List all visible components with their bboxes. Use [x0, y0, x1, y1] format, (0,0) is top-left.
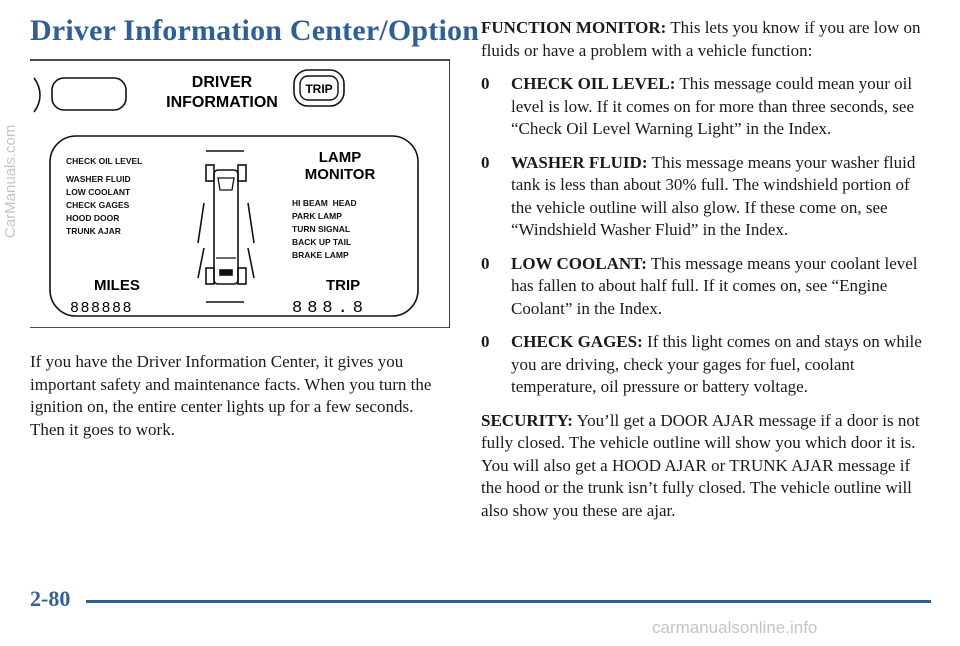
- lamp-monitor-label-2: MONITOR: [304, 166, 376, 183]
- lamp-hi-beam-head: HI BEAM HEAD: [292, 198, 357, 208]
- bullet-term: WASHER FLUID:: [511, 152, 648, 172]
- security-term: SECURITY:: [481, 410, 573, 430]
- message-hood-door: HOOD DOOR: [66, 213, 120, 223]
- bullet-term: LOW COOLANT:: [511, 253, 647, 273]
- bullet-text: This message could mean your oil level is low. If it comes on for more than three seconds, see “Check Oil Level Warning Light” in the Index.: [511, 74, 914, 138]
- miles-label: MILES: [94, 277, 140, 294]
- lamp-back-up-tail: BACK UP TAIL: [292, 237, 352, 247]
- bullet-text: This message means your washer fluid tank is less than about 30% full. The windshield portion of the vehicle outline will also glow. If these come on, see “Windshield Washer Fluid” in the Index.: [511, 152, 916, 239]
- function-monitor-intro: [481, 17, 931, 62]
- lamp-turn-signal: TURN SIGNAL: [292, 224, 351, 234]
- bullet-term: CHECK OIL LEVEL:: [511, 74, 676, 93]
- bottom-watermark: carmanualsonline.info: [652, 618, 818, 637]
- trip-readout: 888.8: [292, 299, 369, 318]
- bullet-term: CHECK GAGES:: [511, 332, 643, 351]
- lamp-brake: BRAKE LAMP: [292, 250, 349, 260]
- driver-information-center-illustration: [30, 58, 450, 328]
- trip-button[interactable]: [294, 70, 344, 106]
- security-text: You’ll get a DOOR AJAR message if a door is not fully closed. The vehicle outline will show you which door it is. You will also get a HOOD AJAR or TRUNK AJAR message if the hood or the trunk isn’t fully closed. The vehicle outline will also show you these are ajar.: [481, 410, 920, 520]
- list-item: [481, 152, 931, 242]
- lamp-park: PARK LAMP: [292, 211, 342, 221]
- page-title: Driver Information Center/Option: [30, 14, 480, 47]
- side-watermark: CarManuals.com: [2, 124, 19, 238]
- trip-label: TRIP: [326, 277, 361, 294]
- list-item: [481, 331, 931, 399]
- trip-button-label: TRIP: [305, 82, 333, 96]
- page-number: 2-80: [30, 586, 71, 611]
- function-monitor-term: FUNCTION MONITOR:: [481, 18, 667, 37]
- bullet-text: If this light comes on and stays on while you are driving, check your gages for fuel, coolant temperature, oil pressure or battery voltage.: [511, 332, 922, 396]
- function-monitor-text: This lets you know if you are low on fluids or have a problem with a vehicle function:: [481, 18, 921, 60]
- function-monitor-list: [481, 73, 931, 399]
- miles-readout: 888888: [70, 300, 134, 317]
- intro-paragraph: If you have the Driver Information Center, it gives you important safety and maintenance facts. When you turn the ignition on, the entire center lights up for a few seconds. Then it goes to work.: [30, 352, 432, 439]
- message-check-gages: CHECK GAGES: [66, 200, 130, 210]
- list-item: [481, 73, 931, 141]
- blank-button[interactable]: [52, 78, 126, 110]
- left-edge-bracket: [34, 78, 40, 112]
- vehicle-outline-icon: [198, 151, 254, 302]
- lamp-monitor-label: LAMP: [318, 149, 362, 166]
- bullet-glyph: 0: [481, 74, 490, 93]
- list-item: [481, 253, 931, 321]
- driver-information-label-2: INFORMATION: [166, 94, 278, 111]
- security-paragraph: [481, 410, 931, 523]
- bullet-glyph: 0: [481, 152, 490, 172]
- message-check-oil: CHECK OIL LEVEL: [66, 156, 143, 166]
- function-monitor-section: [481, 17, 931, 522]
- bullet-glyph: 0: [481, 332, 490, 351]
- driver-information-label: DRIVER: [191, 74, 253, 91]
- message-trunk-ajar: TRUNK AJAR: [66, 226, 121, 236]
- message-low-coolant: LOW COOLANT: [66, 187, 131, 197]
- bullet-text: This message means your coolant level has fallen to about half full. If it comes on, see “Engine Coolant” in the Index.: [511, 253, 918, 318]
- message-washer-fluid: WASHER FLUID: [66, 174, 131, 184]
- footer-rule: [86, 600, 931, 603]
- bullet-glyph: 0: [481, 253, 490, 273]
